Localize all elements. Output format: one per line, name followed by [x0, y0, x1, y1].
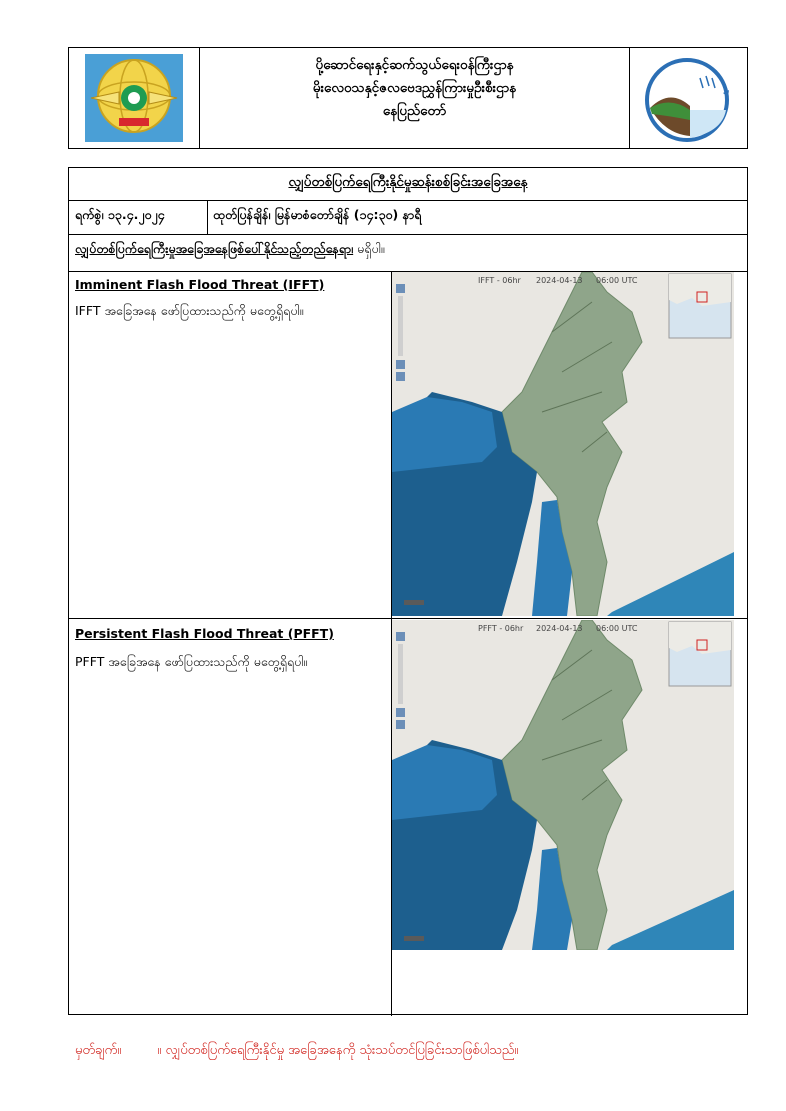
divider — [207, 200, 208, 234]
pfft-heading: Persistent Flash Flood Threat (PFFT) — [75, 626, 334, 641]
scale-bar — [404, 600, 424, 605]
divider — [69, 200, 747, 201]
hydrology-logo — [630, 48, 746, 148]
divider — [69, 234, 747, 235]
note-text: ။ လျှပ်တစ်ပြက်ရေကြီးနိုင်မှု အခြေအနေကို သုံးသပ်တင်ပြခြင်းသာဖြစ်ပါသည်။ — [157, 1043, 519, 1058]
header-block — [68, 47, 748, 149]
ministry-logo — [69, 48, 197, 148]
city-name: နေပြည်တော် — [382, 103, 447, 119]
pfft-map[interactable] — [392, 620, 734, 950]
note-label: မှတ်ချက်။ — [75, 1043, 122, 1058]
ifft-map-date: 2024-04-13 — [536, 276, 583, 285]
ministry-name: ပို့ဆောင်ရေးနှင့်ဆက်သွယ်ရေးဝန်ကြီးဌာန — [315, 57, 514, 73]
threat-area-row — [75, 241, 385, 260]
report-title: လျှပ်တစ်ပြက်ရေကြီးနိုင်မှုဆန်းစစ်ခြင်းအခြေအနေ — [288, 174, 528, 190]
pfft-map-date: 2024-04-13 — [536, 624, 583, 633]
divider — [69, 618, 747, 619]
scale-bar — [404, 936, 424, 941]
ifft-map[interactable] — [392, 272, 734, 616]
pfft-map-product: PFFT - 06hr — [478, 624, 524, 633]
pfft-map-time: 06:00 UTC — [596, 624, 638, 633]
ifft-map-time: 06:00 UTC — [596, 276, 638, 285]
ifft-status: IFFT အခြေအနေ ဖော်ပြထားသည်ကို မတွေ့ရှိရပါ။ — [75, 303, 304, 318]
ifft-map-product: IFFT - 06hr — [478, 276, 521, 285]
ifft-map-image — [392, 272, 734, 616]
header-title — [200, 54, 629, 123]
inset-overview-map — [669, 622, 731, 686]
pfft-status: PFFT အခြေအနေ ဖော်ပြထားသည်ကို မတွေ့ရှိရပါ။ — [75, 654, 308, 669]
issue-time: ထုတ်ပြန်ချိန်၊ မြန်မာစံတော်ချိန် (၁၄:၃၀) နာရီ — [213, 207, 422, 222]
threat-area-label: လျှပ်တစ်ပြက်ရေကြီးမှုအခြေအနေဖြစ်ပေါ်နိုင်သည့်တည်နေရာ၊ — [75, 241, 354, 256]
ministry-logo-cell — [69, 48, 200, 148]
threat-area-value: မရှိပါ။ — [357, 241, 385, 256]
department-name: မိုးလေဝသနှင့်ဇလဗေဒညွှန်ကြားမှုဦးစီးဌာန — [312, 80, 517, 96]
inset-overview-map — [669, 274, 731, 338]
footer-note — [75, 1042, 518, 1061]
report-date: ရက်စွဲ၊ ၁၃.၄.၂၀၂၄ — [75, 207, 165, 222]
ifft-heading: Imminent Flash Flood Threat (IFFT) — [75, 277, 325, 292]
hydro-logo-cell — [629, 48, 747, 148]
assessment-table — [68, 167, 748, 1015]
pfft-map-image — [392, 620, 734, 950]
